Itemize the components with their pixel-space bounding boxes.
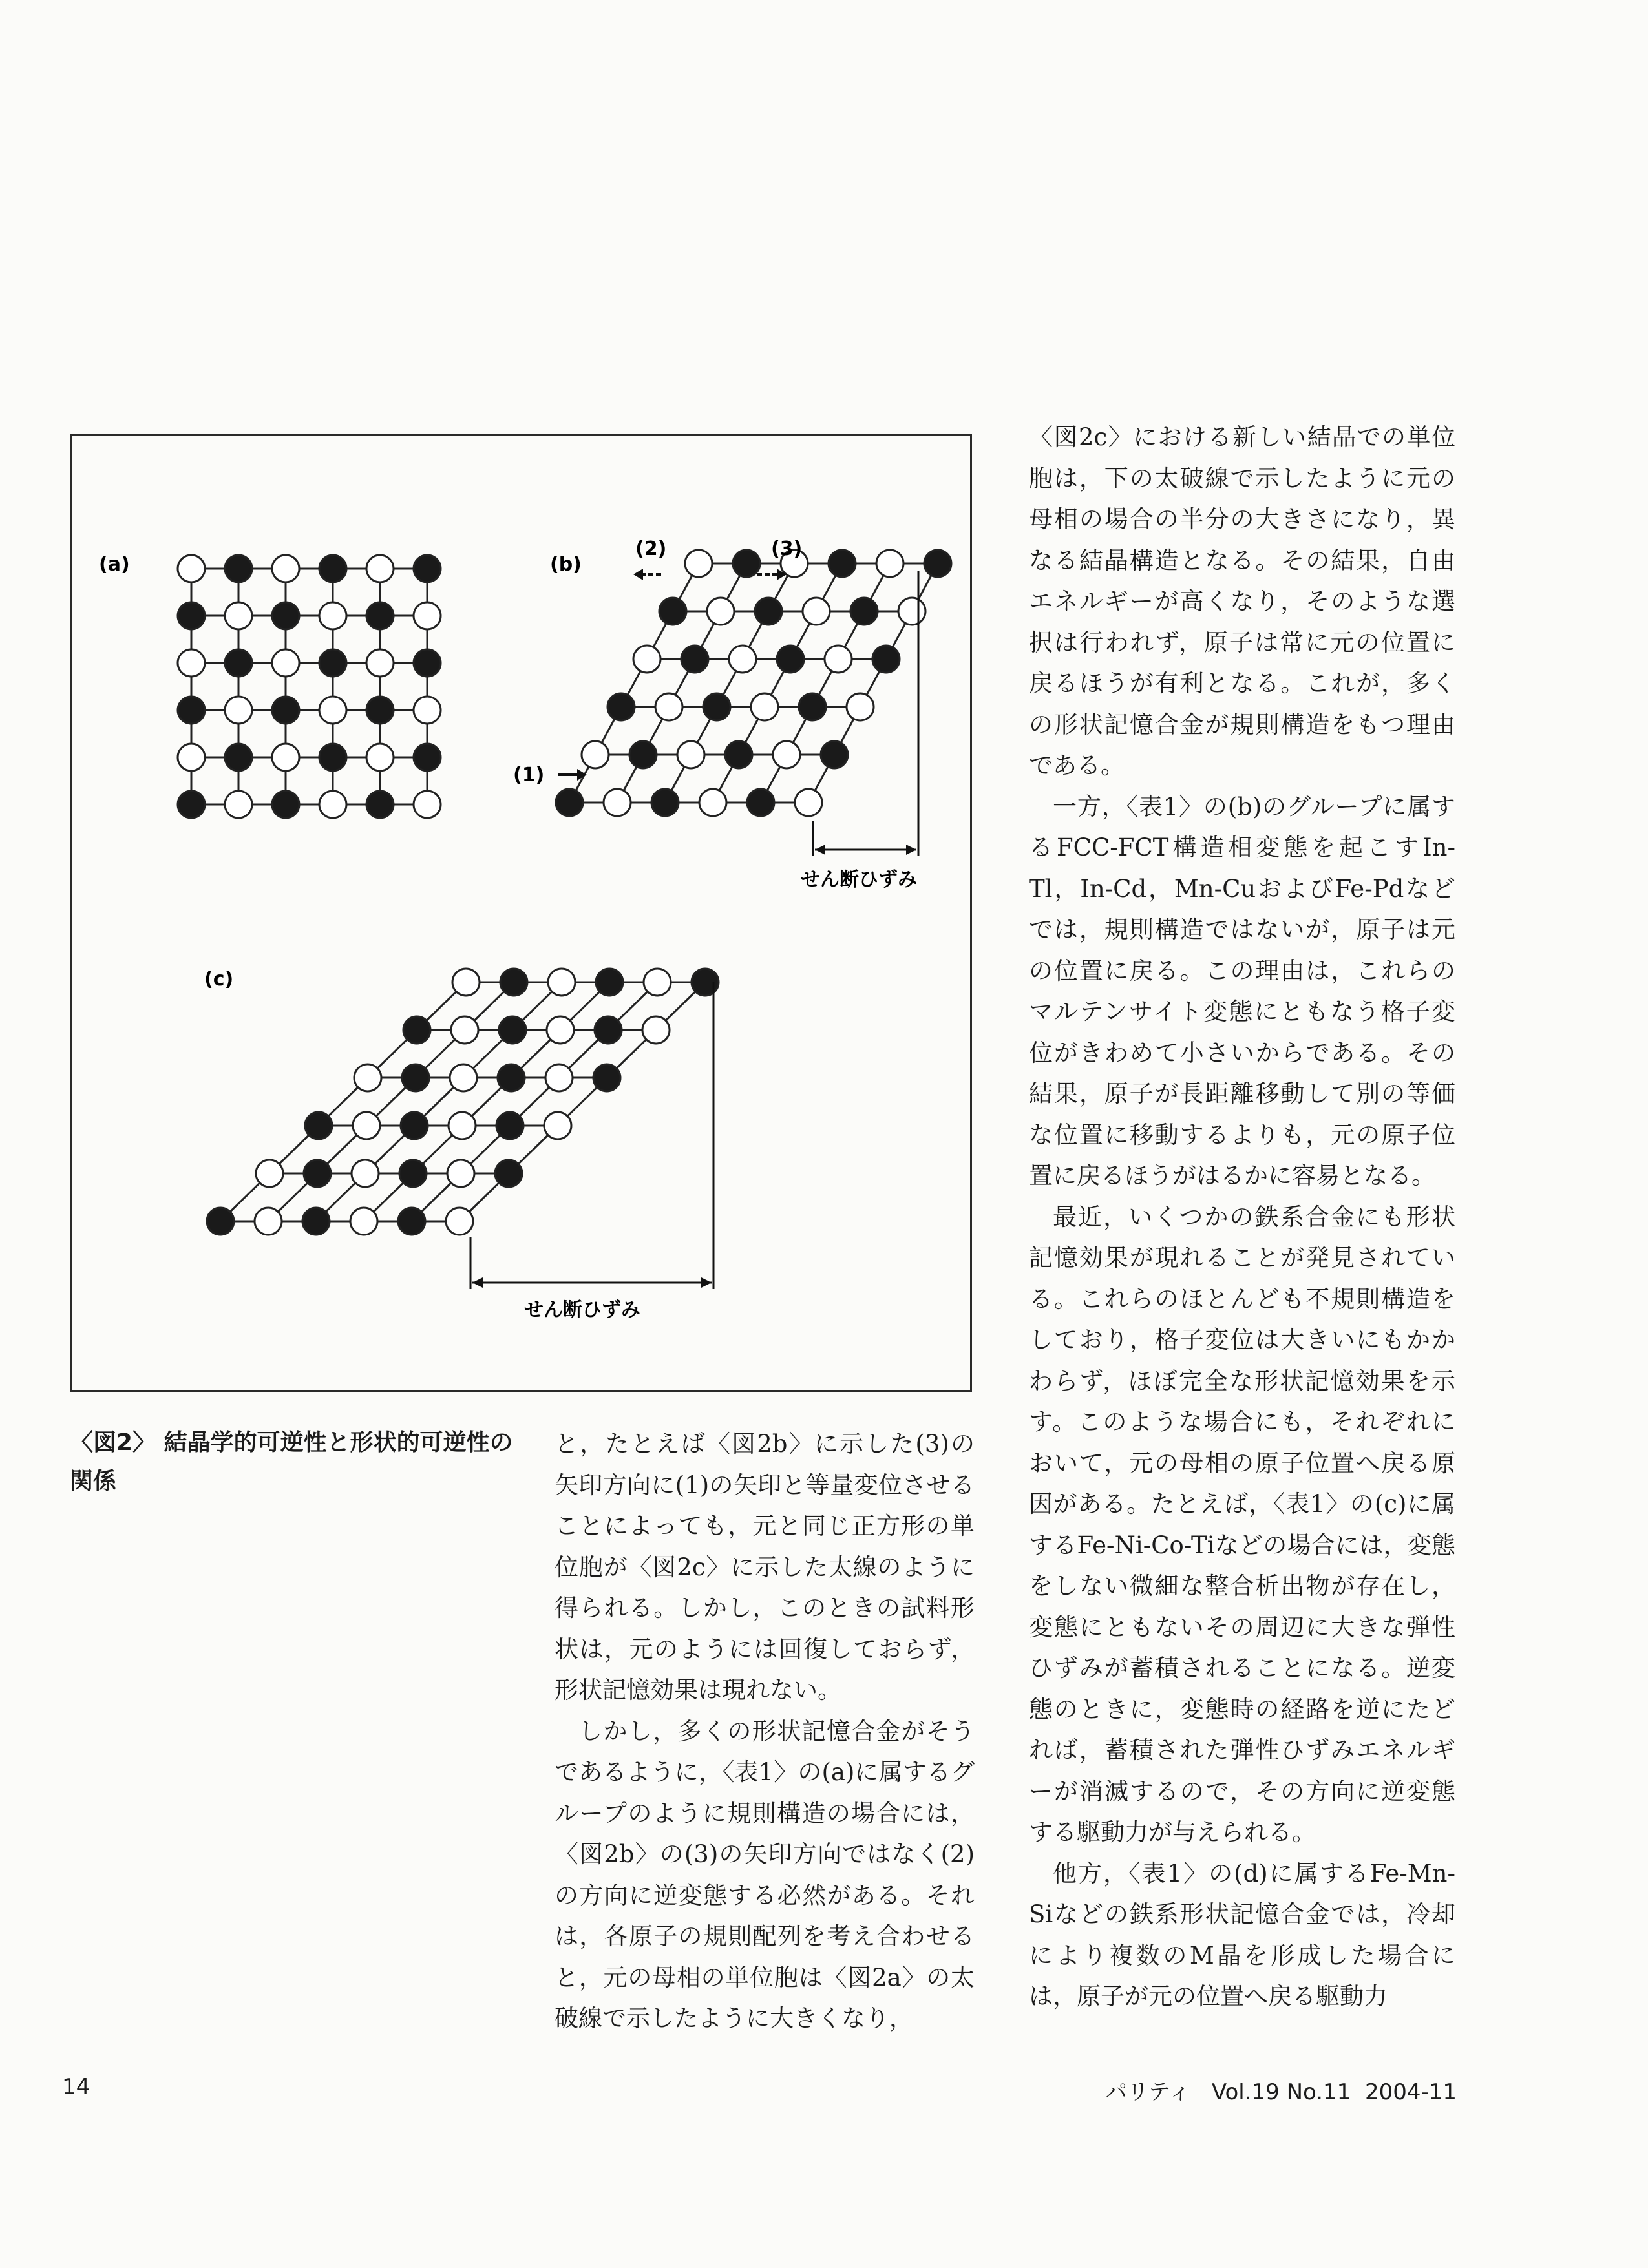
filled-atom: [319, 744, 346, 771]
empty-atom: [449, 1112, 476, 1139]
empty-atom: [225, 791, 252, 818]
empty-atom: [582, 741, 609, 768]
filled-atom: [403, 1016, 430, 1044]
body-column-right: [1029, 417, 1455, 2017]
filled-atom: [593, 1064, 620, 1091]
empty-atom: [353, 1112, 380, 1139]
empty-atom: [452, 969, 480, 996]
figure-caption: [70, 1423, 535, 1501]
filled-atom: [178, 602, 205, 629]
empty-atom: [898, 598, 925, 625]
filled-atom: [178, 791, 205, 818]
empty-atom: [319, 697, 346, 724]
journal-date: 2004-11: [1364, 2079, 1457, 2105]
filled-atom: [399, 1160, 427, 1187]
empty-atom: [795, 789, 822, 816]
filled-atom: [414, 744, 441, 771]
filled-atom: [414, 649, 441, 677]
filled-atom: [496, 1112, 523, 1139]
filled-atom: [651, 789, 679, 816]
empty-atom: [272, 649, 299, 677]
empty-atom: [825, 646, 852, 673]
lattice-panel-b: [556, 550, 951, 816]
empty-atom: [256, 1160, 283, 1187]
empty-atom: [255, 1208, 282, 1235]
empty-atom: [685, 550, 712, 577]
empty-atom: [451, 1016, 478, 1044]
filled-atom: [747, 789, 774, 816]
empty-atom: [447, 1160, 474, 1187]
paragraph: 他方，〈表1〉の(d)に属するFe-Mn-Siなどの鉄系形状記憶合金では，冷却により複数のM晶を形成した場合には，原子が元の位置へ戻る駆動力: [1029, 1859, 1455, 2010]
paragraph: 最近，いくつかの鉄系合金にも形状記憶効果が現れることが発見されている。これらのほとんども不規則構造をしており，格子変位は大きいにもかかわらず，ほぼ完全な形状記憶効果を示す。このような場合にも，それぞれにおいて，元の母相の原子位置へ戻る原因がある。たとえば，〈表1〉の(c)に属するFe-Ni-Co-Tiなどの場合には，変態をしない微細な整合析出物が存在し，変態にともないその周辺に大きな弾性ひずみが蓄積されることになる。逆変態のときに，変態時の経路を逆にたどれば，蓄積された弾性ひずみエネルギーが消滅するので，その方向に逆変態する駆動力が与えられる。: [1029, 1202, 1455, 1846]
filled-atom: [777, 646, 804, 673]
lattice-panel-a: [178, 555, 441, 818]
empty-atom: [803, 598, 830, 625]
empty-atom: [547, 1016, 574, 1044]
filled-atom: [225, 649, 252, 677]
empty-atom: [225, 602, 252, 629]
filled-atom: [305, 1112, 332, 1139]
empty-atom: [414, 697, 441, 724]
filled-atom: [799, 693, 826, 720]
empty-atom: [677, 741, 704, 768]
empty-atom: [876, 550, 903, 577]
filled-atom: [733, 550, 760, 577]
arrow-2-label: (2): [635, 538, 667, 560]
filled-atom: [495, 1160, 522, 1187]
filled-atom: [272, 602, 299, 629]
empty-atom: [178, 744, 205, 771]
page-number: 14: [62, 2074, 90, 2100]
empty-atom: [414, 602, 441, 629]
panel-c-label: (c): [204, 968, 234, 991]
empty-atom: [178, 649, 205, 677]
empty-atom: [548, 969, 575, 996]
body-column-middle: [555, 1423, 975, 2039]
journal-info: [1105, 2074, 1457, 2106]
filled-atom: [498, 1064, 525, 1091]
filled-atom: [401, 1112, 428, 1139]
filled-atom: [872, 646, 900, 673]
filled-atom: [304, 1160, 331, 1187]
paragraph: と，たとえば〈図2b〉に示した(3)の矢印方向に(1)の矢印と等量変位させることによっても，元と同じ正方形の単位胞が〈図2c〉に示した太線のように得られる。しかし，このときの試料形状は，元のようには回復しておらず，形状記憶効果は現れない。: [555, 1430, 975, 1704]
journal-volume: Vol.19: [1211, 2079, 1280, 2105]
filled-atom: [755, 598, 782, 625]
empty-atom: [773, 741, 800, 768]
filled-atom: [402, 1064, 429, 1091]
filled-atom: [556, 789, 583, 816]
empty-atom: [642, 1016, 670, 1044]
filled-atom: [366, 602, 394, 629]
shear-strain-label-c: せん断ひずみ: [524, 1299, 640, 1321]
filled-atom: [607, 693, 635, 720]
filled-atom: [821, 741, 848, 768]
filled-atom: [596, 969, 623, 996]
filled-atom: [703, 693, 730, 720]
empty-atom: [699, 789, 726, 816]
lattice-diagram: [72, 436, 970, 1390]
filled-atom: [595, 1016, 622, 1044]
filled-atom: [398, 1208, 425, 1235]
filled-atom: [414, 555, 441, 582]
filled-atom: [829, 550, 856, 577]
caption-text: 結晶学的可逆性と形状的可逆性の関係: [70, 1429, 513, 1495]
filled-atom: [225, 555, 252, 582]
empty-atom: [446, 1208, 473, 1235]
paragraph: しかし，多くの形状記憶合金がそうであるように，〈表1〉の(a)に属するグループのように規則構造の場合には，〈図2b〉の(3)の矢印方向ではなく(2)の方向に逆変態する必然がある。それは，各原子の規則配列を考え合わせると，元の母相の単位胞は〈図2a〉の太破線で示したように大きくなり，: [555, 1717, 975, 2032]
paragraph: 一方，〈表1〉の(b)のグループに属するFCC-FCT構造相変態を起こすIn-Tl，In-Cd，Mn-CuおよびFe-Pdなどでは，規則構造ではないが，原子は元の位置に戻る。この理由は，これらのマルテンサイト変態にともなう格子変位がきわめて小さいからである。その結果，原子が長距離移動して別の等価な位置に移動するよりも，元の原子位置に戻るほうがはるかに容易となる。: [1029, 792, 1455, 1190]
empty-atom: [751, 693, 778, 720]
empty-atom: [178, 555, 205, 582]
empty-atom: [414, 791, 441, 818]
filled-atom: [850, 598, 878, 625]
filled-atom: [272, 791, 299, 818]
empty-atom: [354, 1064, 381, 1091]
caption-number: 〈図2〉: [70, 1429, 156, 1456]
filled-atom: [319, 555, 346, 582]
filled-atom: [366, 791, 394, 818]
empty-atom: [604, 789, 631, 816]
empty-atom: [655, 693, 682, 720]
filled-atom: [178, 697, 205, 724]
empty-atom: [366, 555, 394, 582]
empty-atom: [319, 602, 346, 629]
filled-atom: [272, 697, 299, 724]
filled-atom: [725, 741, 752, 768]
empty-atom: [644, 969, 671, 996]
empty-atom: [847, 693, 874, 720]
filled-atom: [319, 649, 346, 677]
empty-atom: [225, 697, 252, 724]
empty-atom: [450, 1064, 477, 1091]
filled-atom: [629, 741, 657, 768]
filled-atom: [207, 1208, 234, 1235]
arrow-1-label: (1): [513, 764, 545, 786]
empty-atom: [544, 1112, 571, 1139]
journal-issue: No.11: [1286, 2079, 1351, 2105]
empty-atom: [319, 791, 346, 818]
filled-atom: [659, 598, 686, 625]
panel-b-label: (b): [550, 553, 582, 576]
empty-atom: [272, 744, 299, 771]
filled-atom: [692, 969, 719, 996]
journal-name: パリティ: [1104, 2079, 1191, 2105]
arrow-2: [633, 569, 661, 580]
shear-strain-label-b: せん断ひずみ: [801, 868, 917, 891]
empty-atom: [633, 646, 660, 673]
empty-atom: [352, 1160, 379, 1187]
filled-atom: [302, 1208, 330, 1235]
lattice-panel-c: [207, 969, 719, 1235]
filled-atom: [499, 1016, 526, 1044]
filled-atom: [681, 646, 708, 673]
filled-atom: [500, 969, 527, 996]
arrow-3-label: (3): [771, 538, 803, 560]
filled-atom: [924, 550, 951, 577]
empty-atom: [366, 649, 394, 677]
empty-atom: [272, 555, 299, 582]
empty-atom: [366, 744, 394, 771]
empty-atom: [545, 1064, 573, 1091]
empty-atom: [707, 598, 734, 625]
empty-atom: [729, 646, 756, 673]
paragraph: 〈図2c〉における新しい結晶での単位胞は，下の太破線で示したように元の母相の場合の半分の大きさになり，異なる結晶構造となる。その結果，自由エネルギーが高くなり，そのような選択は行われず，原子は常に元の位置に戻るほうが有利となる。これが，多くの形状記憶合金が規則構造をもつ理由である。: [1029, 423, 1455, 779]
filled-atom: [366, 697, 394, 724]
panel-a-label: (a): [99, 553, 130, 576]
filled-atom: [225, 744, 252, 771]
figure-2: [70, 434, 972, 1392]
empty-atom: [350, 1208, 377, 1235]
